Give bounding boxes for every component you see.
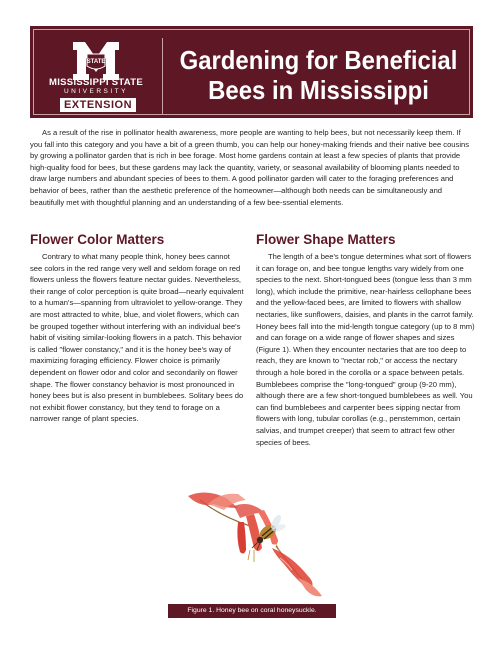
flower-color-body: Contrary to what many people think, honey bees cannot see colors in the red range very well and seldom forage on red flowers unless the flowers feature nectar guides. Nevertheless, their range of color perception is quite broad—nearly equivalent to a human's—spanning from ultraviolet to yellow-orange. They are most attracted to white, blue, and violet flowers, which can be grouped together without interfering with an individual bee's habit of visiting similar-looking flowers in a patch. This behavior is called "flower constancy," and it is the honey bee's way of maximizing foraging efficiency. Flower choice is primarily dependent on flower odor and color and secondarily on flower shape. The flower constancy behavior is most pronounced in honey bees but is also present in bumblebees. Solitary bees do not exhibit flower constancy, but they tend to forage on a narrower range of plant species.: [30, 252, 244, 424]
flower-shape-heading: Flower Shape Matters: [256, 232, 396, 247]
page-title: Gardening for Beneficial Bees in Mississippi: [179, 45, 458, 105]
logo-name: MISSISSIPPI STATE: [49, 77, 143, 88]
header-divider: [162, 38, 163, 114]
banner-frame: [33, 29, 470, 115]
msu-extension-logo[interactable]: [34, 30, 158, 118]
logo-shield-text: STATE: [86, 59, 106, 65]
msu-m-emblem-icon: [71, 40, 121, 82]
flower-shape-body: The length of a bee's tongue determines what sort of flowers it can forage on, and bee tongue lengths vary widely from one species to the next. Short-tongued bees (tongue less than 3 mm long), which include the primitive, near-hairless cellophane bees and the yellow-faced bees, are limited to flowers with shallow nectaries, like sunflowers, daisies, and plants in the carrot family. Honey bees fall into the mid-length tongue category (up to 8 mm) and can forage on a wide range of flower shapes and sizes (Figure 1). When they encounter nectaries that are too deep to reach, they are known to "nectar rob," or access the nectary through a hole bored in the corolla or a space between petals. Bumblebees comprise the "long-tongued" group (9-20 mm), although there are a few short-tongued bumblebees as well. You can find bumblebees and carpenter bees sipping nectar from flowers with long, tubular corollas (e.g., penstemmon, certain salvias, and trumpet creeper) that seem to attract few other species of bees.: [256, 252, 475, 447]
logo-university: UNIVERSITY: [63, 88, 128, 95]
intro-paragraph: As a result of the rise in pollinator health awareness, more people are wanting to help bees, but not necessarily keep them. If you fall into this category and you have a bit of a green thumb, you can help our honey-making friends and their native bee cousins by growing a pollinator garden that is rich in bee forage. Most home gardens contain at least a few species of plants that provide high-quality food for bees, but these gardens may lack the quantity, variety, or seasonal availability of blooming plants needed to draw large numbers and abundant species of bees to them. A good pollinator garden will cater to the foraging preferences and behavior of bees, rather than the aesthetic preference of the homeowner—although both needs can be simultaneously and beautifully met with thoughtful planning and an understanding of a few bee-ssential elements.: [30, 128, 470, 207]
header-banner: [30, 26, 473, 118]
flower-color-heading: Flower Color Matters: [30, 232, 165, 247]
figure-caption: Figure 1. Honey bee on coral honeysuckle.: [168, 604, 336, 618]
logo-extension: EXTENSION: [60, 98, 136, 112]
flower-color-section: [30, 232, 244, 425]
flower-shape-section: [256, 232, 476, 448]
honey-bee-honeysuckle-illustration: [180, 486, 330, 604]
